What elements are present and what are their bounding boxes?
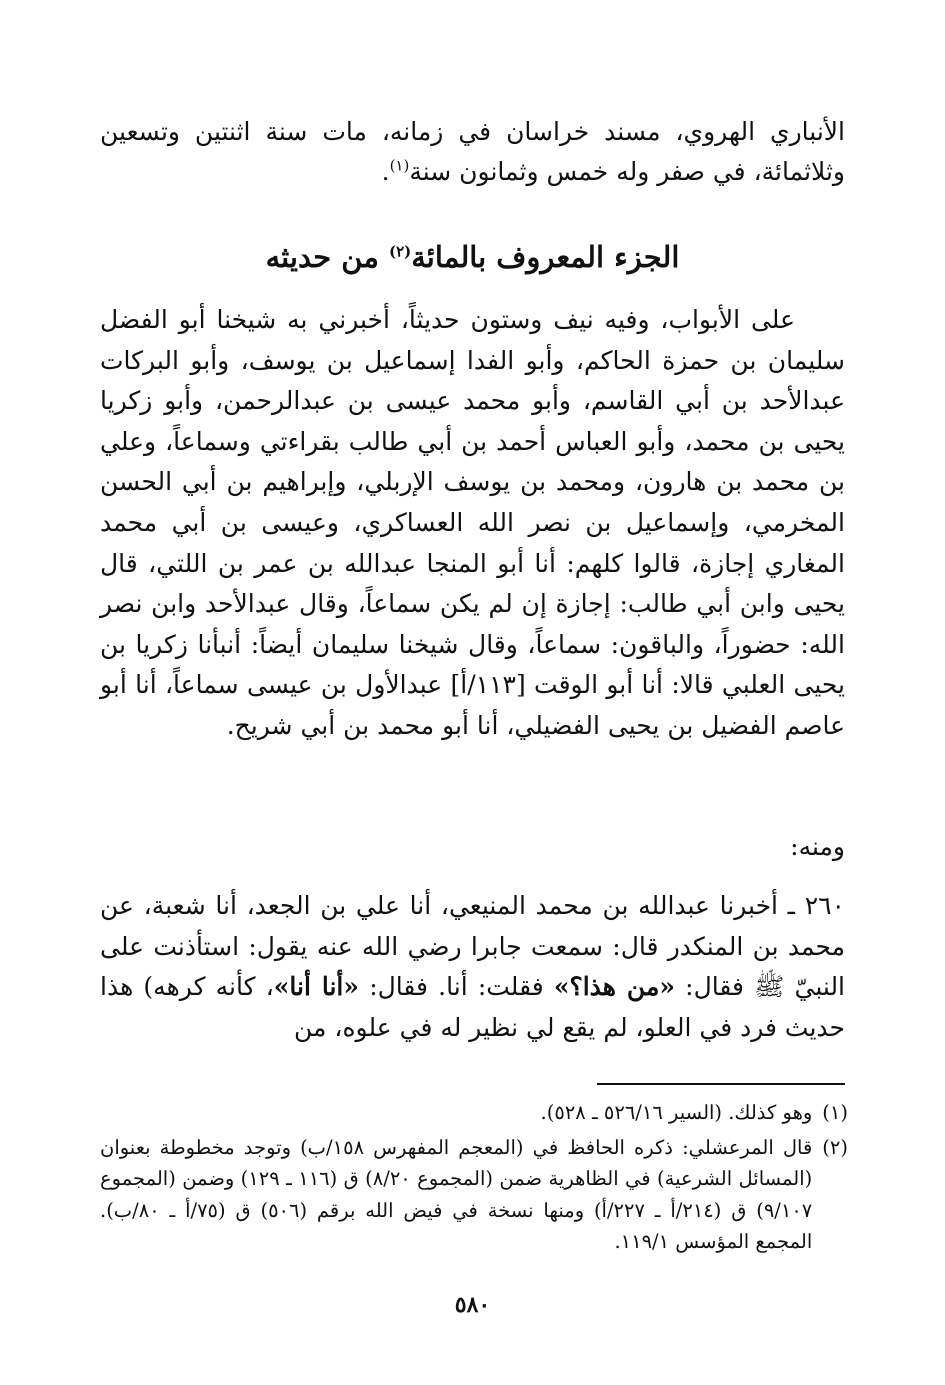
footnote-separator (597, 1083, 845, 1085)
minhu-label: ومنه: (790, 832, 845, 861)
hadith-quote-1: «من هذا؟» (553, 972, 675, 1001)
hadith-260 (100, 886, 845, 1048)
footnote-text: قال المرعشلي: ذكره الحافظ في (المعجم المفهرس ١٥٨/ب) وتوجد مخطوطة بعنوان (المسائل الشرعية) في الظاهرية ضمن (المجموع ٨/٢٠) ق (١١٦ ـ ١٢٩) وضمن (المجموع ٩/١٠٧) ق (٢١٤/أ ـ ٢٢٧/أ) ومنها نسخة في فيض الله برقم (٥٠٦) ق (٧٥/أ ـ ٨٠/ب). المجمع المؤسس ١١٩/١. (100, 1135, 813, 1253)
footnote-2 (100, 1132, 848, 1258)
main-paragraph: على الأبواب، وفيه نيف وستون حديثاً، أخبرني به شيخنا أبو الفضل سليمان بن حمزة الحاكم، وأبو الفدا إسماعيل بن يوسف، وأبو البركات عبدالأحد بن أبي القاسم، وأبو محمد عيسى بن عبدالرحمن، وأبو زكريا يحيى بن محمد، وأبو العباس أحمد بن أبي طالب بقراءتي وسماعاً، وعلي بن محمد بن هارون، ومحمد بن يوسف الإربلي، وإبراهيم بن أبي الحسن المخرمي، وإسماعيل بن نصر الله العساكري، وعيسى بن أبي محمد المغاري إجازة، قالوا كلهم: أنا أبو المنجا عبدالله بن عمر بن اللتي، قال يحيى وابن أبي طالب: إجازة إن لم يكن سماعاً، وقال عبدالأحد وابن نصر الله: حضوراً، والباقون: سماعاً، وقال شيخنا سليمان أيضاً: أنبأنا زكريا بن يحيى العلبي قالا: أنا أبو الوقت [١١٣/أ] عبدالأول بن عيسى سماعاً، أنا أبو عاصم الفضيل بن يحيى الفضيلي، أنا أبو محمد بن أبي شريح. (100, 305, 845, 740)
hadith-text-2: فقلت: أنا. فقال: (359, 972, 554, 1001)
footnote-number: (٢) (822, 1135, 848, 1159)
hadith-text-3: ، كأنه كرهه) هذا حديث فرد في العلو، لم يقع لي نظير له في علوه، من (100, 972, 845, 1042)
footnote-ref-1: (١) (389, 156, 410, 175)
hadith-text-1: ـ أخبرنا عبدالله بن محمد المنيعي، أنا علي بن الجعد، أنا شعبة، عن محمد بن المنكدر قال: سمعت جابرا رضي الله عنه يقول: استأذنت على النبيّ ﷺ فقال: (100, 891, 846, 1001)
hadith-quote-2: «أنا أنا» (273, 972, 360, 1001)
footnote-1 (100, 1097, 848, 1129)
footnotes (100, 1097, 848, 1261)
intro-text: الأنباري الهروي، مسند خراسان في زمانه، مات سنة اثنتين وتسعين وثلاثمائة، في صفر وله خمس وثمانون سنة (100, 117, 845, 186)
section-heading (100, 237, 845, 277)
heading-before: الجزء المعروف بالمائة (411, 240, 680, 274)
footnote-ref-2: (٢) (388, 242, 412, 261)
footnote-text: وهو كذلك. (السير ٥٢٦/١٦ ـ ٥٢٨). (540, 1101, 813, 1124)
hadith-number: ٢٦٠ (804, 891, 845, 920)
footnote-number: (١) (822, 1101, 848, 1124)
intro-paragraph (100, 112, 845, 191)
heading-after: من حديثه (265, 240, 379, 274)
page-number: ٥٨٠ (454, 1292, 491, 1318)
intro-end: . (381, 156, 390, 186)
